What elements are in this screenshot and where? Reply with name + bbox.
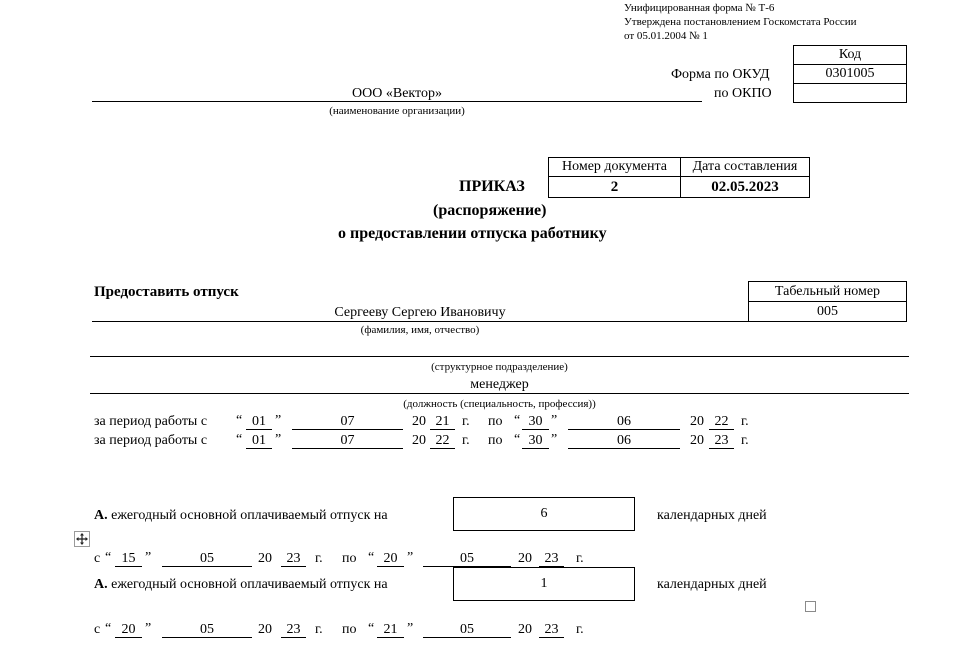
leave-text: ежегодный основной оплачиваемый отпуск на <box>111 508 388 523</box>
year-prefix: 20 <box>412 414 426 429</box>
doc-number-value: 2 <box>548 176 681 198</box>
days-suffix: календарных дней <box>657 577 767 592</box>
doc-date-value: 02.05.2023 <box>680 176 810 198</box>
from-word: с <box>94 622 101 637</box>
year-suffix: г. <box>462 433 470 448</box>
period-label: за период работы с <box>94 414 208 429</box>
leave-from-month: 05 <box>162 622 252 638</box>
year-prefix: 20 <box>690 433 704 448</box>
leave-description <box>94 508 388 524</box>
quote-close: ” <box>145 621 152 636</box>
quote-open: “ <box>105 621 112 636</box>
leave-from-year: 23 <box>281 551 306 567</box>
period-to-day: 30 <box>522 433 549 449</box>
leave-letter: А. <box>94 508 108 523</box>
to-word: по <box>488 433 503 448</box>
doc-purpose: о предоставлении отпуска работнику <box>338 225 607 242</box>
quote-open: “ <box>514 413 521 428</box>
from-word: с <box>94 551 101 566</box>
department-caption: (структурное подразделение) <box>431 361 568 373</box>
arrows-move-icon <box>76 533 88 545</box>
form-line-2: Утверждена постановлением Госкомстата России <box>624 16 857 28</box>
period-from-month: 07 <box>292 433 403 449</box>
okud-value: 0301005 <box>793 64 907 84</box>
quote-close: ” <box>407 621 414 636</box>
year-prefix: 20 <box>258 551 272 566</box>
leave-from-year: 23 <box>281 622 306 638</box>
leave-days-value: 1 <box>453 567 635 601</box>
okpo-value <box>793 83 907 103</box>
period-to-day: 30 <box>522 414 549 430</box>
organization-underline <box>92 101 702 102</box>
leave-to-day: 20 <box>377 551 404 567</box>
quote-close: ” <box>551 432 558 447</box>
period-from-month: 07 <box>292 414 403 430</box>
year-suffix: г. <box>315 551 323 566</box>
okud-label: Форма по ОКУД <box>671 67 770 82</box>
year-suffix: г. <box>741 414 749 429</box>
position-underline <box>90 393 909 394</box>
leave-from-day: 20 <box>115 622 142 638</box>
year-suffix: г. <box>315 622 323 637</box>
form-line-3: от 05.01.2004 № 1 <box>624 30 708 42</box>
days-suffix: календарных дней <box>657 508 767 523</box>
year-suffix: г. <box>741 433 749 448</box>
doc-date-header: Дата составления <box>680 157 810 177</box>
leave-to-month: 05 <box>423 622 511 638</box>
leave-to-year: 23 <box>539 551 564 567</box>
form-line-1: Унифицированная форма № Т-6 <box>624 2 775 14</box>
to-word: по <box>342 622 357 637</box>
year-prefix: 20 <box>518 551 532 566</box>
period-to-year: 23 <box>709 433 734 449</box>
employee-name: Сергееву Сергею Ивановичу <box>334 305 506 320</box>
quote-close: ” <box>275 432 282 447</box>
tab-number-value: 005 <box>748 301 907 322</box>
organization-name: ООО «Вектор» <box>352 86 442 101</box>
doc-number-header: Номер документа <box>548 157 681 177</box>
year-suffix: г. <box>576 622 584 637</box>
year-prefix: 20 <box>518 622 532 637</box>
year-prefix: 20 <box>258 622 272 637</box>
department-underline <box>90 356 909 357</box>
period-from-year: 21 <box>430 414 455 430</box>
quote-open: “ <box>105 550 112 565</box>
period-to-month: 06 <box>568 433 680 449</box>
leave-from-day: 15 <box>115 551 142 567</box>
organization-caption: (наименование организации) <box>329 105 465 117</box>
leave-to-day: 21 <box>377 622 404 638</box>
table-resize-handle[interactable] <box>805 601 816 612</box>
quote-open: “ <box>368 550 375 565</box>
leave-text: ежегодный основной оплачиваемый отпуск на <box>111 577 388 592</box>
quote-open: “ <box>236 413 243 428</box>
employee-name-caption: (фамилия, имя, отчество) <box>360 324 480 336</box>
leave-to-year: 23 <box>539 622 564 638</box>
leave-letter: А. <box>94 577 108 592</box>
tab-number-header: Табельный номер <box>748 281 907 302</box>
period-label: за период работы с <box>94 433 208 448</box>
okpo-label: по ОКПО <box>714 86 772 101</box>
to-word: по <box>488 414 503 429</box>
leave-description <box>94 577 388 593</box>
year-suffix: г. <box>576 551 584 566</box>
code-header: Код <box>793 45 907 65</box>
employee-name-underline <box>92 321 748 322</box>
position-value: менеджер <box>470 377 529 392</box>
period-from-year: 22 <box>430 433 455 449</box>
position-caption: (должность (специальность, профессия)) <box>403 398 596 410</box>
year-prefix: 20 <box>690 414 704 429</box>
period-from-day: 01 <box>246 433 272 449</box>
quote-close: ” <box>145 550 152 565</box>
period-to-month: 06 <box>568 414 680 430</box>
quote-open: “ <box>368 621 375 636</box>
period-to-year: 22 <box>709 414 734 430</box>
move-handle-icon[interactable] <box>74 531 90 547</box>
leave-days-value: 6 <box>453 497 635 531</box>
quote-close: ” <box>551 413 558 428</box>
year-prefix: 20 <box>412 433 426 448</box>
quote-close: ” <box>275 413 282 428</box>
leave-to-month: 05 <box>423 551 511 567</box>
period-from-day: 01 <box>246 414 272 430</box>
quote-open: “ <box>236 432 243 447</box>
quote-close: ” <box>407 550 414 565</box>
quote-open: “ <box>514 432 521 447</box>
doc-subtitle: (распоряжение) <box>433 202 547 219</box>
doc-title: ПРИКАЗ <box>459 178 525 195</box>
to-word: по <box>342 551 357 566</box>
leave-from-month: 05 <box>162 551 252 567</box>
year-suffix: г. <box>462 414 470 429</box>
grant-label: Предоставить отпуск <box>94 284 239 300</box>
